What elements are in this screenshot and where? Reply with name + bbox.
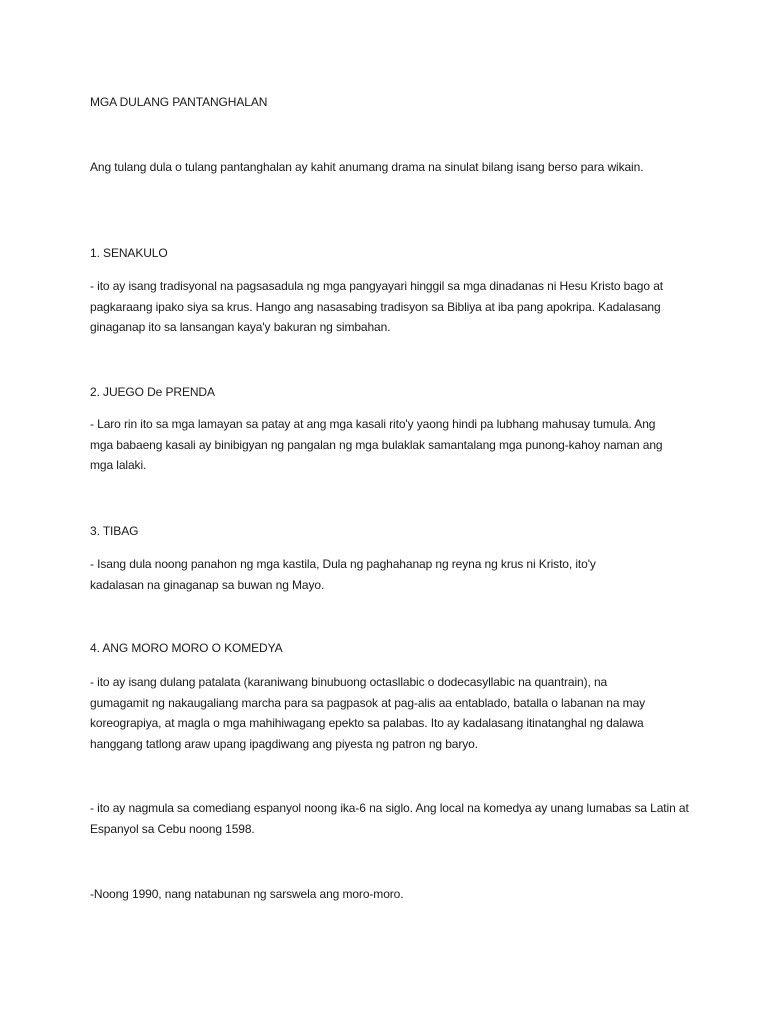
intro-paragraph: Ang tulang dula o tulang pantanghalan ay kahit anumang drama na sinulat bilang isang berso para wikain. [90, 160, 644, 174]
section-extra-paragraph: -Noong 1990, nang natabunan ng sarswela ang moro-moro. [90, 887, 404, 901]
section-heading-tibag: 3. TIBAG [90, 524, 139, 538]
section-body-tibag: - Isang dula noong panahon ng mga kastila, Dula ng paghahanap ng reyna ng krus ni Kristo, ito'y kadalasan na ginaganap sa buwan ng Mayo. [90, 557, 596, 592]
section-body-senakulo: - ito ay isang tradisyonal na pagsasadula ng mga pangyayari hinggil sa mga dinadanas ni Hesu Kristo bago at pagkaraang ipako siya sa krus. Hango ang nasasabing tradisyon sa Bibliya at iba pang apokripa. Kadalasang ginaganap ito sa lansangan kaya'y bakuran ng simbahan. [90, 279, 664, 334]
section-extra-paragraph: - ito ay nagmula sa comediang espanyol noong ika-6 na siglo. Ang local na komedya ay unang lumabas sa Latin at Espanyol sa Cebu noong 1598. [90, 801, 689, 836]
section-body-moro-moro: - ito ay isang dulang patalata (karaniwang binubuong octasllabic o dodecasyllabic na quantrain), na gumagamit ng nakaugaliang marcha para sa pagpasok at pag-alis aa entablado, batalla o labanan na may koreograpiya, at magla o mga mahihiwagang epekto sa palabas. Ito ay kadalasang itinatanghal ng dalawa hanggang tatlong araw upang ipagdiwang ang piyesta ng patron ng baryo. [90, 675, 646, 751]
section-heading-juego-de-prenda: 2. JUEGO De PRENDA [90, 385, 215, 399]
section-heading-senakulo: 1. SENAKULO [90, 246, 168, 260]
section-body-juego-de-prenda: - Laro rin ito sa mga lamayan sa patay at ang mga kasali rito'y yaong hindi pa lubhang mahusay tumula. Ang mga babaeng kasali ay binibigyan ng pangalan ng mga bulaklak samantalang mga punong-kahoy naman ang mga lalaki. [90, 417, 663, 472]
section-heading-moro-moro: 4. ANG MORO MORO O KOMEDYA [90, 641, 283, 655]
document-title: MGA DULANG PANTANGHALAN [90, 95, 268, 109]
